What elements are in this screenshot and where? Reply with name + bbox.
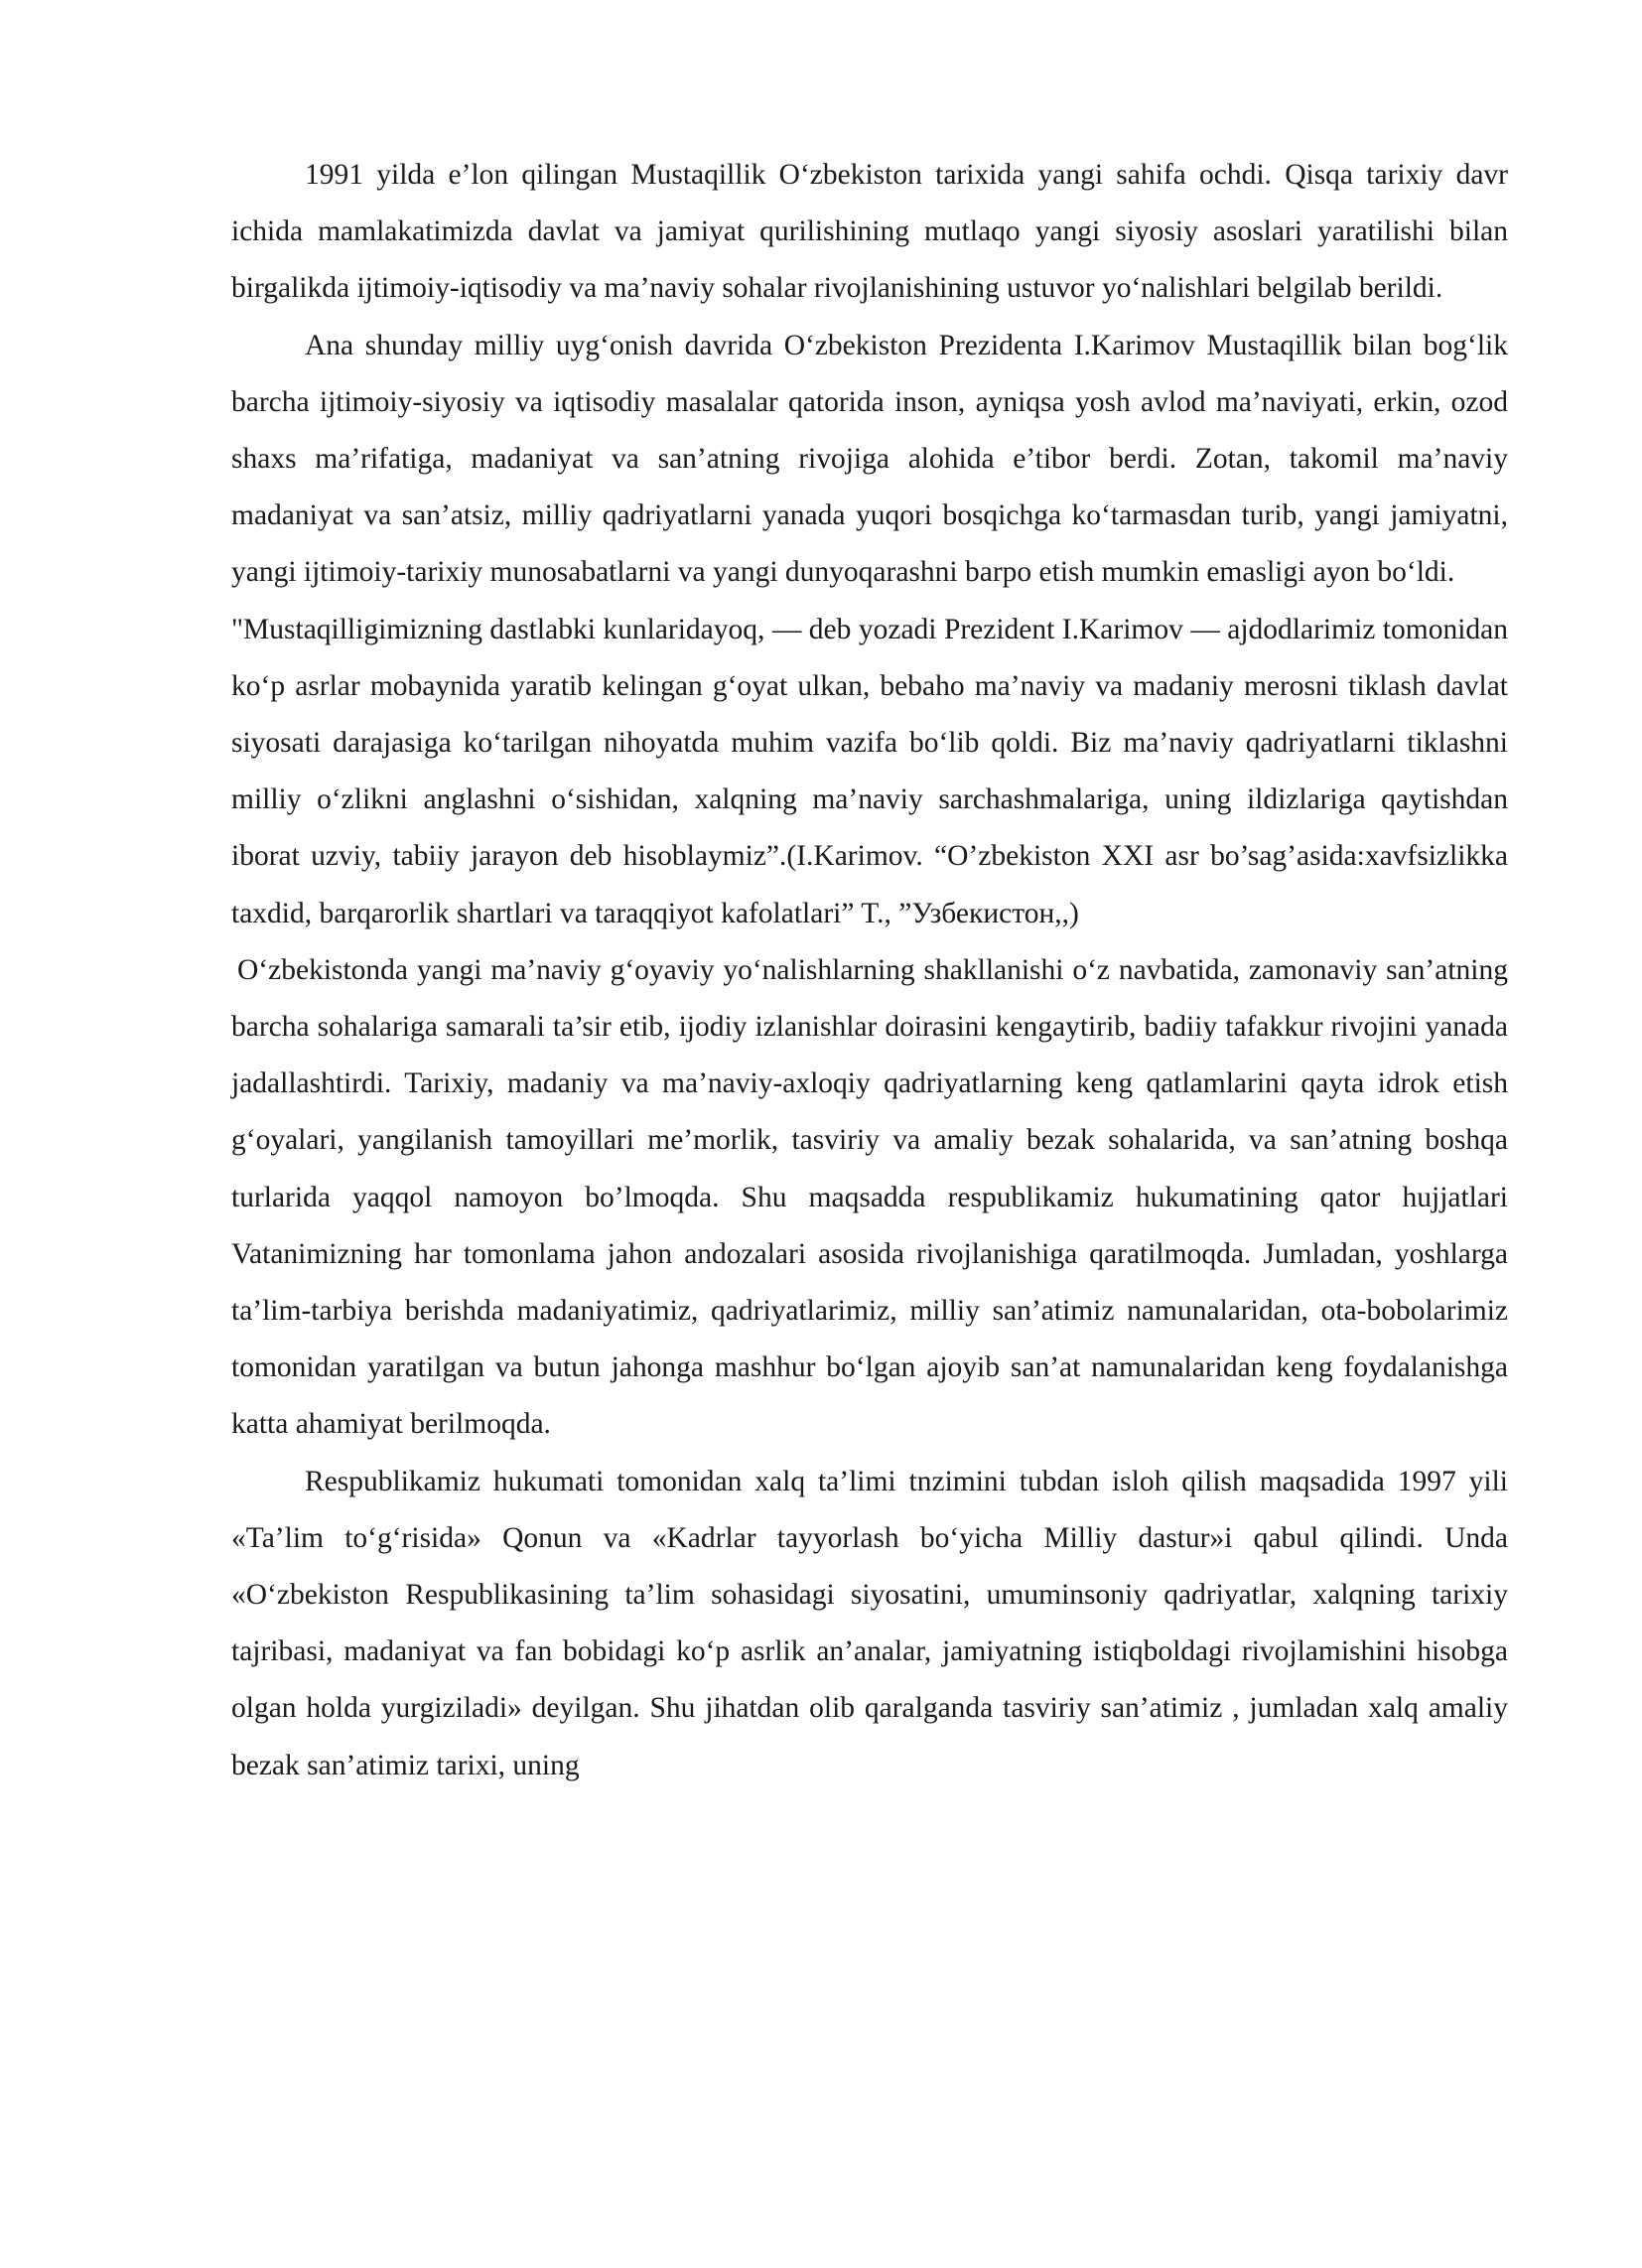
paragraph-independence: 1991 yilda e’lon qilingan Mustaqillik O‘zbekiston tarixida yangi sahifa ochdi. Qisqa tarixiy davr ichida mamlakatimizda davlat va jamiyat qurilishining mutlaqo yangi siyosiy asoslari yaratilishi bilan birgalikda ijtimoiy-iqtisodiy va ma’naviy sohalar rivojlanishining ustuvor yo‘nalishlari belgilab berildi. xyxy=(231,159,1508,305)
paragraph-education-reform: Respublikamiz hukumati tomonidan xalq ta’limi tnzimini tubdan isloh qilish maqsadida 1997 yili «Ta’lim to‘g‘risida» Qonun va «Kadrlar tayyorlash bo‘yicha Milliy dastur»i qabul qilindi. Unda «O‘zbekiston Respublikasining ta’lim sohasidagi siyosatini, umuminsoniy qadriyatlar, xalqning tarixiy tajribasi, madaniyat va fan bobidagi ko‘p asrlik an’analar, jamiyatning istiqboldagi rivojlamishini hisobga olgan holda yurgiziladi» deyilgan. Shu jihatdan olib qaralganda tasviriy san’atimiz , jumladan xalq amaliy bezak san’atimiz tarixi, uning xyxy=(231,1465,1508,1781)
document-page xyxy=(231,147,1508,1794)
paragraph-karimov-quote: "Mustaqilligimizning dastlabki kunlaridayoq, — deb yozadi Prezident I.Karimov — ajdodlarimiz tomonidan ko‘p asrlar mobaynida yaratib kelingan g‘oyat ulkan, bebaho ma’naviy va madaniy merosni tiklash davlat siyosati darajasiga ko‘tarilgan nihoyatda muhim vazifa bo‘lib qoldi. Biz ma’naviy qadriyatlarni tiklashni milliy o‘zlikni anglashni o‘sishidan, xalqning ma’naviy sarchashmalariga, uning ildizlariga qaytishdan iborat uzviy, tabiiy jarayon deb hisoblaymiz”.(I.Karimov. “O’zbekiston XXI asr bo’sag’asida:xavfsizlikka taxdid, barqarorlik shartlari va taraqqiyot kafolatlari” T., ”Узбекистон,,) xyxy=(231,613,1508,929)
paragraph-national-revival: Ana shunday milliy uyg‘onish davrida O‘zbekiston Prezidenta I.Karimov Mustaqillik bilan bog‘lik barcha ijtimoiy-siyosiy va iqtisodiy masalalar qatorida inson, ayniqsa yosh avlod ma’naviyati, erkin, ozod shaxs ma’rifatiga, madaniyat va san’atning rivojiga alohida e’tibor berdi. Zotan, takomil ma’naviy madaniyat va san’atsiz, milliy qadriyatlarni yanada yuqori bosqichga ko‘tarmasdan turib, yangi jamiyatni, yangi ijtimoiy-tarixiy munosabatlarni va yangi dunyoqarashni barpo etish mumkin emasligi ayon bo‘ldi. xyxy=(231,329,1508,589)
paragraph-spiritual-directions: O‘zbekistonda yangi ma’naviy g‘oyaviy yo‘nalishlarning shakllanishi o‘z navbatida, zamonaviy san’atning barcha sohalariga samarali ta’sir etib, ijodiy izlanishlar doirasini kengaytirib, badiiy tafakkur rivojini yanada jadallashtirdi. Tarixiy, madaniy va ma’naviy-axloqiy qadriyatlarning keng qatlamlarini qayta idrok etish g‘oyalari, yangilanish tamoyillari me’morlik, tasviriy va amaliy bezak sohalarida, va san’atning boshqa turlarida yaqqol namoyon bo’lmoqda. Shu maqsadda respublikamiz hukumatining qator hujjatlari Vatanimizning har tomonlama jahon andozalari asosida rivojlanishiga qaratilmoqda. Jumladan, yoshlarga ta’lim-tarbiya berishda madaniyatimiz, qadriyatlarimiz, milliy san’atimiz namunalaridan, ota-bobolarimiz tomonidan yaratilgan va butun jahonga mashhur bo‘lgan ajoyib san’at namunalaridan keng foydalanishga katta ahamiyat berilmoqda. xyxy=(231,953,1508,1441)
